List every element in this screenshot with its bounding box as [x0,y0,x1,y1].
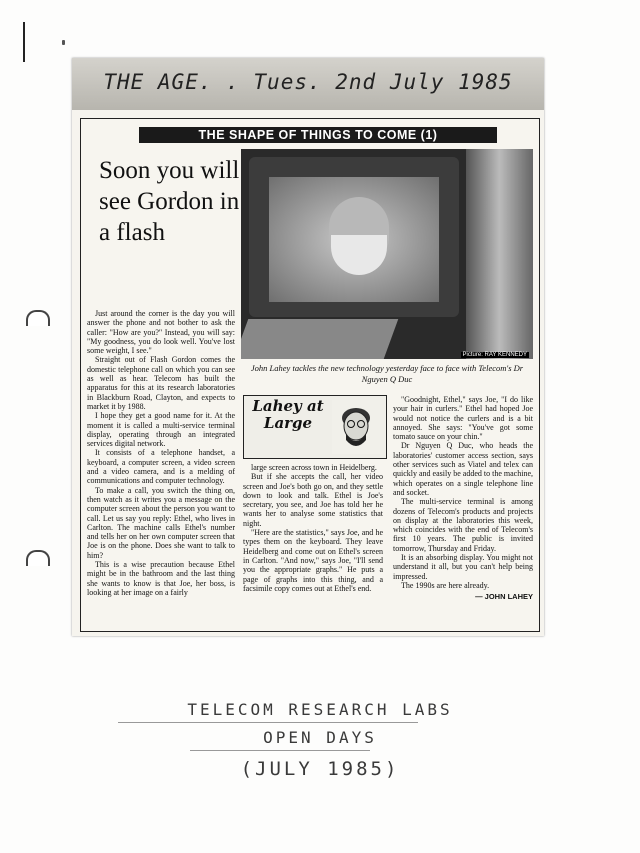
article [80,118,540,632]
beard [331,235,387,275]
binder-mark [23,22,25,62]
photo-caption: John Lahey tackles the new technology yesterday face to face with Telecom's Dr Nguyen Q Duc [250,363,524,384]
paragraph: Just around the corner is the day you will answer the phone and not bother to ask the caller: "How are you?" Instead, you will say: "My goodness, you do look well. You've lost some weight, I see." [87,309,235,356]
column-logo-text: Lahey at Large [252,397,324,432]
paragraph: Straight out of Flash Gordon comes the domestic telephone call on which you can see as well as hear. Telecom has built the apparatus for this at its research laboratories in Blackburn Road, Clayton, and expects to market it by 1988. [87,355,235,411]
paragraph: The multi-service terminal is among dozens of Telecom's products and projects on display at the laboratories this week, which coincides with the end of Telecom's first 10 years. The public is invited tomorrow, Thursday and Friday. [393,497,533,553]
binder-dot [62,40,65,45]
byline: — JOHN LAHEY [475,592,533,602]
newspaper-clipping [72,58,544,636]
man-with-phone [466,149,533,359]
note-underline [118,722,418,723]
monitor [249,157,459,317]
article-column-1 [87,309,235,597]
paragraph: But if she accepts the call, her video screen and Joe's both go on, and they settle down to look and talk. Ethel is Joe's secretary, you see, and Joe has told her he wants her to analyse some statistics that night. [243,472,383,528]
handwritten-note-line-1: TELECOM RESEARCH LABS [187,700,453,719]
note-underline [190,750,370,751]
punch-hole-top [26,310,50,326]
paragraph: "Goodnight, Ethel," says Joe, "I do like your hair in curlers." Ethel had hoped Joe would not notice the curlers and is a bit annoyed. She says: "You've got some tomato sauce on your chin." [393,395,533,442]
article-column-3 [393,395,533,602]
handwritten-header [72,58,544,110]
article-column-2 [243,463,383,593]
paragraph: To make a call, you switch the thing on, then watch as it writes you a message on the computer screen about the person you want to call. Let us say you reply: Ethel, who lives in Carlton. The machine calls Ethel's number and tells her on her own computer screen that Joe is on the phone. Does she want to talk to him? [87,485,235,560]
headline: Soon you will see Gordon in a flash [99,157,240,246]
handwritten-note-line-3: (JULY 1985) [240,758,400,780]
series-banner: THE SHAPE OF THINGS TO COME (1) [139,127,497,143]
handwritten-date: THE AGE. . Tues. 2nd July 1985 [103,70,513,94]
paragraph: The 1990s are here already. [401,580,490,590]
column-logo [243,395,387,459]
paragraph: It is an absorbing display. You might not understand it all, but you can't help being impressed. [393,553,533,581]
paragraph: This is a wise precaution because Ethel might be in the bathroom and the last thing she wants to know is that Joe, her boss, is looking at her image on a fairly [87,560,235,597]
article-photo [241,149,533,359]
photo-credit: Picture: RAY KENNEDY [462,352,527,358]
handwritten-note-line-2: OPEN DAYS [263,728,377,747]
columnist-portrait [332,400,380,454]
paragraph: large screen across town in Heidelberg. [251,463,377,472]
paragraph: "Here are the statistics," says Joe, and he types them on the keyboard. They leave Heidelberg and come out on Ethel's screen in Carlton. "And now," says Joe, "I'll send you the appropriate graphs." He puts a page of graphs into this thing, and a facsimile copy comes out at Ethel's end. [243,528,383,593]
paragraph: It consists of a telephone handset, a keyboard, a computer screen, a video screen and a video camera, and is a melding of communications and computer technology. [87,448,235,486]
keyboard [241,319,398,359]
paragraph: Dr Nguyen Q Duc, who heads the laboratories' customer access section, says other services such as Viatel and telex can quickly and easily be added to the machine, which operates on a single telephone line and socket. [393,441,533,497]
video-screen [269,177,439,302]
paragraph: I hope they get a good name for it. At the moment it is called a multi-service terminal display, operating through an integrated services digital network. [87,411,235,449]
punch-hole-bottom [26,550,50,566]
